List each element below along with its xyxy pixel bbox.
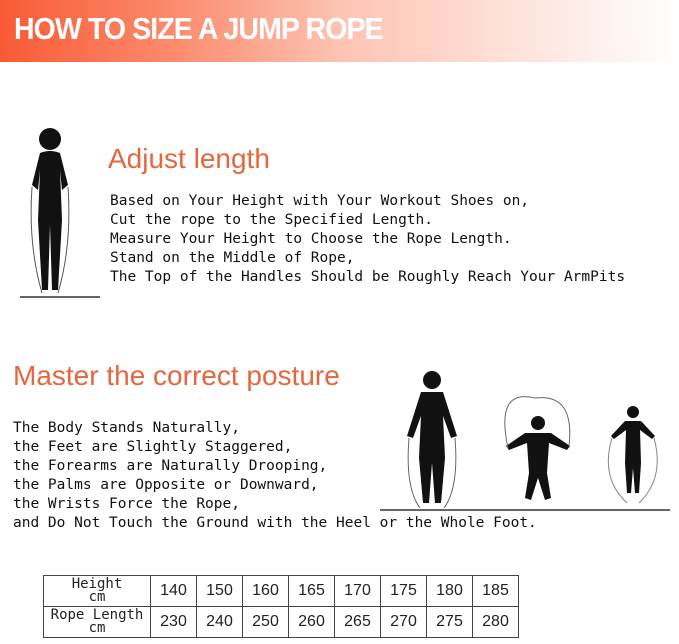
table-cell: 230 <box>151 607 197 638</box>
table-cell: 270 <box>381 607 427 638</box>
table-cell: 150 <box>197 576 243 607</box>
adjust-length-heading: Adjust length <box>108 143 270 174</box>
table-cell: 280 <box>473 607 519 638</box>
table-cell: 175 <box>381 576 427 607</box>
table-cell: 160 <box>243 576 289 607</box>
standing-figure-illustration <box>10 125 110 300</box>
table-cell: 170 <box>335 576 381 607</box>
page-title: HOW TO SIZE A JUMP ROPE <box>14 11 383 46</box>
size-chart-table <box>43 575 519 638</box>
adjust-length-instructions: Based on Your Height with Your Workout Shoes on, Cut the rope to the Specified Length. Measure Your Height to Choose the Rope Length. Stand on the Middle of Rope, The Top of the Handles Should be Roughly Reach Your ArmPits <box>110 193 626 285</box>
table-cell: 180 <box>427 576 473 607</box>
table-row-rope-length <box>44 607 519 638</box>
table-row-height <box>44 576 519 607</box>
table-cell: 165 <box>289 576 335 607</box>
table-cell: 265 <box>335 607 381 638</box>
title-banner <box>0 0 679 62</box>
jumping-figures-illustration <box>375 368 675 513</box>
posture-heading: Master the correct posture <box>13 360 340 391</box>
row-header-height: Height cm <box>44 576 151 607</box>
row-header-rope-length: Rope Length cm <box>44 607 151 638</box>
posture-instructions: The Body Stands Naturally, the Feet are Slightly Staggered, the Forearms are Naturally Drooping, the Palms are Opposite or Downward, the Wrists Force the Rope, and Do Not Touch the Ground with the Heel or the Whole Foot. <box>13 420 537 531</box>
table-cell: 260 <box>289 607 335 638</box>
table-cell: 275 <box>427 607 473 638</box>
table-cell: 185 <box>473 576 519 607</box>
table-cell: 140 <box>151 576 197 607</box>
table-cell: 250 <box>243 607 289 638</box>
table-cell: 240 <box>197 607 243 638</box>
